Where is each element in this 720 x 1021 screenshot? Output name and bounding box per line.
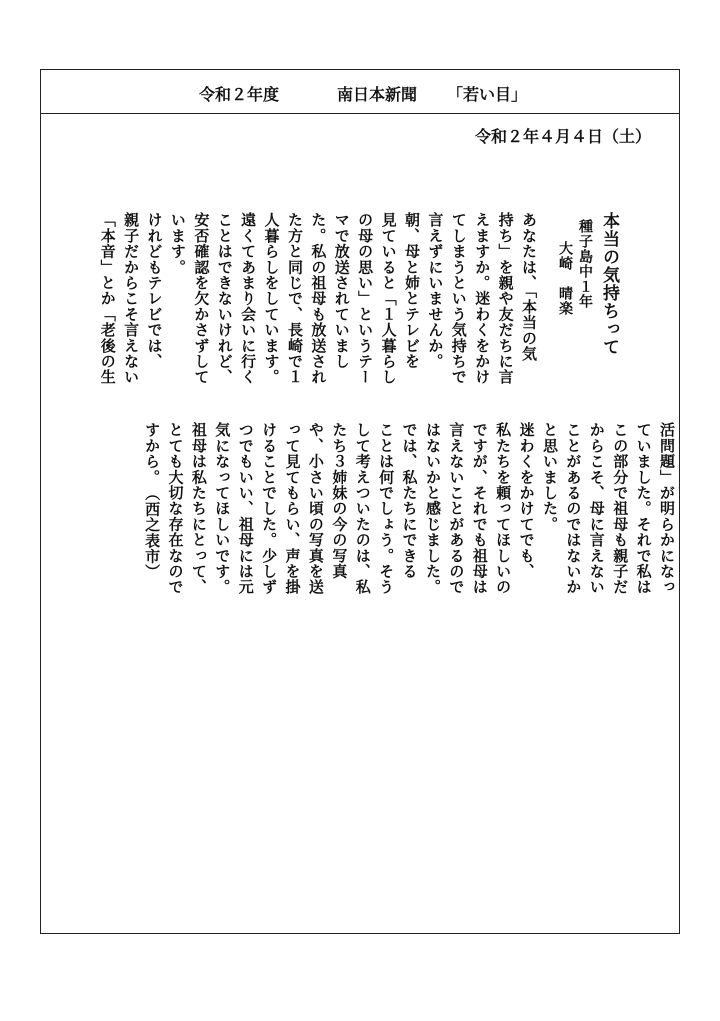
author-school: 種子島中１年 (577, 219, 593, 309)
body-line: 「本音」とか「老後の生 (98, 212, 117, 385)
body-line: 親子だからこそ言えない (122, 212, 141, 385)
byline (555, 219, 595, 316)
body-line: 安否確認を欠かさずして (192, 212, 211, 385)
body-line: この部分で祖母も親子だ (611, 422, 630, 595)
body-line: ていました。それで私は (634, 422, 653, 595)
body-line: の母の思い」というテー (356, 212, 375, 385)
body-line: けることでした。少しず (260, 422, 279, 595)
author-name: 大崎 晴楽 (557, 241, 573, 316)
header-era: 令和２年度 (199, 85, 280, 104)
body-line: 迷わくをかけてでも、 (517, 422, 536, 579)
article-body-lower (140, 422, 678, 602)
body-line: ことはできないけれど、 (215, 212, 234, 385)
body-line: 私たちを頼ってほしいの (494, 422, 513, 595)
body-line: とても大切な存在なので (166, 422, 185, 595)
body-line: 人暮らしをしています。 (262, 212, 281, 385)
body-line: では、私たちにできる (400, 422, 419, 579)
body-line: あなたは、「本当の気 (520, 212, 538, 362)
body-line: た方と同じで、長崎で１ (285, 212, 304, 385)
body-line: して考えついたのは、私 (353, 422, 372, 595)
body-line: います。 (168, 212, 187, 275)
body-line: 祖母は私たちにとって、 (189, 422, 208, 595)
body-line: マで放送されていまし (332, 212, 351, 369)
body-line: 見ていると「１人暮らし (379, 212, 398, 385)
body-line: はないかと感じました。 (423, 422, 442, 595)
body-line: ことは何でしょう。そう (377, 422, 396, 595)
body-line: ことがあるのではないか (564, 422, 583, 595)
body-line: た。私の祖母も放送され (309, 212, 328, 385)
body-line: と思いました。 (540, 422, 559, 532)
body-line: ですが、それでも祖母は (470, 422, 489, 595)
body-line: 遠くてあまり会いに行く (239, 212, 258, 385)
header-newspaper: 南日本新聞 (337, 85, 418, 104)
body-line: からこそ、母に言えない (587, 422, 606, 595)
body-line: すから。 （西之表市） (143, 422, 162, 580)
body-line: 言えずにいませんか。 (426, 212, 445, 369)
body-line: 活問題」が明らかになっ (658, 422, 676, 595)
body-line: や、小さい頃の写真を送 (306, 422, 325, 595)
article-body-upper (95, 212, 540, 404)
header-bar (41, 70, 679, 114)
body-line: って見てもらい、声を掛 (283, 422, 302, 595)
body-line: たち３姉妹の今の写真 (330, 422, 349, 579)
body-line: 気になってほしいです。 (213, 422, 232, 595)
body-line: けれどもテレビでは、 (145, 212, 164, 369)
article-title: 本当の気持ちって (599, 212, 619, 356)
body-line: えますか。迷わくをかけ (473, 212, 492, 385)
body-line: 言えないことがあるので (447, 422, 466, 595)
body-line: てしまうという気持ちで (449, 212, 468, 385)
body-line: つでもいい、祖母には元 (236, 422, 255, 595)
publication-date: 令和２年４月４日（土） (474, 127, 651, 146)
body-line: 朝、母と姉とテレビを (402, 212, 421, 369)
header-column-name: 「若い目」 (447, 85, 528, 104)
body-line: 持ち」を親や友だちに言 (496, 212, 515, 385)
